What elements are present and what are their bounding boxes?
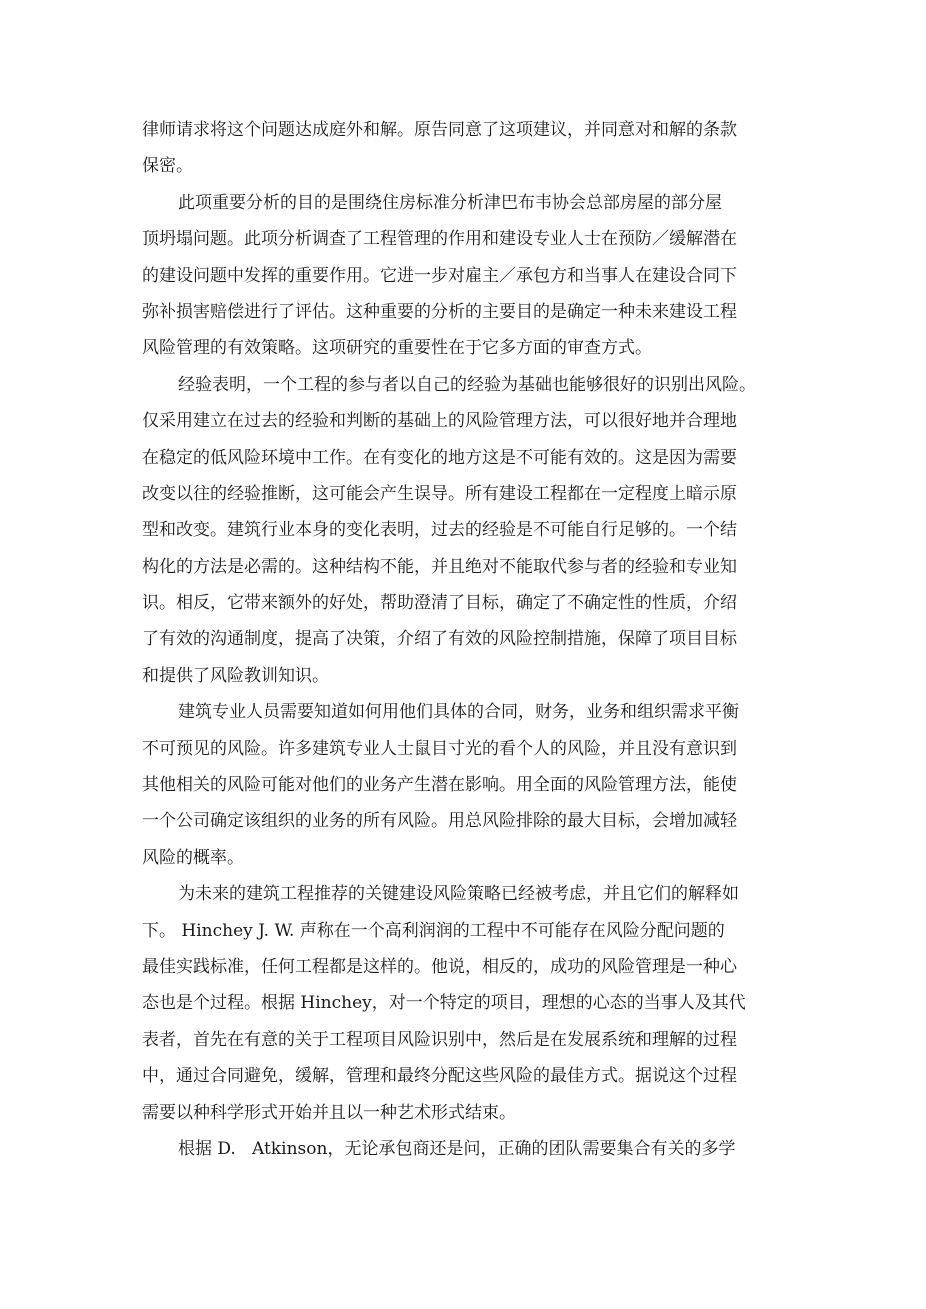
- text-line: 了有效的沟通制度，提高了决策，介绍了有效的风险控制措施，保障了项目目标: [142, 629, 737, 650]
- paragraph: [142, 694, 792, 876]
- text-line: 其他相关的风险可能对他们的业务产生潜在影响。用全面的风险管理方法，能使: [142, 775, 737, 796]
- text-line: 中，通过合同避免，缓解，管理和最终分配这些风险的最佳方式。据说这个过程: [142, 1066, 737, 1087]
- text-line: 经验表明，一个工程的参与者以自己的经验为基础也能够很好的识别出风险。: [178, 374, 756, 395]
- text-line: 此项重要分析的目的是围绕住房标准分析津巴布韦协会总部房屋的部分屋: [178, 192, 722, 213]
- text-line: 表者，首先在有意的关于工程项目风险识别中，然后是在发展系统和理解的过程: [142, 1029, 737, 1050]
- text-line: 型和改变。建筑行业本身的变化表明，过去的经验是不可能自行足够的。一个结: [142, 520, 737, 541]
- text-line: 改变以往的经验推断，这可能会产生误导。所有建设工程都在一定程度上暗示原: [142, 483, 737, 504]
- paragraph: [142, 1131, 792, 1167]
- text-line: 构化的方法是必需的。这种结构不能，并且绝对不能取代参与者的经验和专业知: [142, 556, 737, 577]
- text-line: 律师请求将这个问题达成庭外和解。原告同意了这项建议，并同意对和解的条款: [142, 120, 737, 140]
- paragraph: [142, 185, 792, 367]
- paragraph: [142, 876, 792, 1131]
- text-line: 一个公司确定该组织的业务的所有风险。用总风险排除的最大目标，会增加减轻: [142, 811, 737, 832]
- text-line: 建筑专业人员需要知道如何用他们具体的合同，财务，业务和组织需求平衡: [178, 702, 739, 723]
- document-body: [142, 112, 792, 1167]
- text-line: 为未来的建筑工程推荐的关键建设风险策略已经被考虑，并且它们的解释如: [178, 884, 739, 905]
- text-line: 需要以种科学形式开始并且以一种艺术形式结束。: [142, 1102, 516, 1123]
- text-line: 和提供了风险教训知识。: [142, 665, 329, 686]
- text-line: 的建设问题中发挥的重要作用。它进一步对雇主／承包方和当事人在建设合同下: [142, 265, 737, 286]
- text-line: 风险的概率。: [142, 847, 244, 868]
- text-line: 态也是个过程。根据 Hinchey，对一个特定的项目，理想的心态的当事人及其代: [142, 993, 746, 1014]
- text-line: 识。相反，它带来额外的好处，帮助澄清了目标，确定了不确定性的性质，介绍: [142, 593, 737, 614]
- text-line: 顶坍塌问题。此项分析调查了工程管理的作用和建设专业人士在预防／缓解潜在: [142, 229, 737, 250]
- text-line: 弥补损害赔偿进行了评估。这种重要的分析的主要目的是确定一种未来建设工程: [142, 301, 737, 322]
- text-line: 保密。: [142, 156, 193, 177]
- text-line: 仅采用建立在过去的经验和判断的基础上的风险管理方法，可以很好地并合理地: [142, 411, 737, 432]
- text-line: 在稳定的低风险环境中工作。在有变化的地方这是不可能有效的。这是因为需要: [142, 447, 737, 468]
- paragraph: [142, 367, 792, 695]
- text-line: 下。 Hinchey J. W. 声称在一个高利润润的工程中不可能存在风险分配问题的: [142, 920, 725, 941]
- text-line: 不可预见的风险。许多建筑专业人士鼠目寸光的看个人的风险，并且没有意识到: [142, 738, 737, 759]
- text-line: 根据 D. Atkinson，无论承包商还是问，正确的团队需要集合有关的多学: [178, 1138, 736, 1159]
- text-line: 风险管理的有效策略。这项研究的重要性在于它多方面的审查方式。: [142, 338, 652, 359]
- paragraph: [142, 112, 792, 185]
- text-line: 最佳实践标准，任何工程都是这样的。他说，相反的，成功的风险管理是一种心: [142, 956, 737, 977]
